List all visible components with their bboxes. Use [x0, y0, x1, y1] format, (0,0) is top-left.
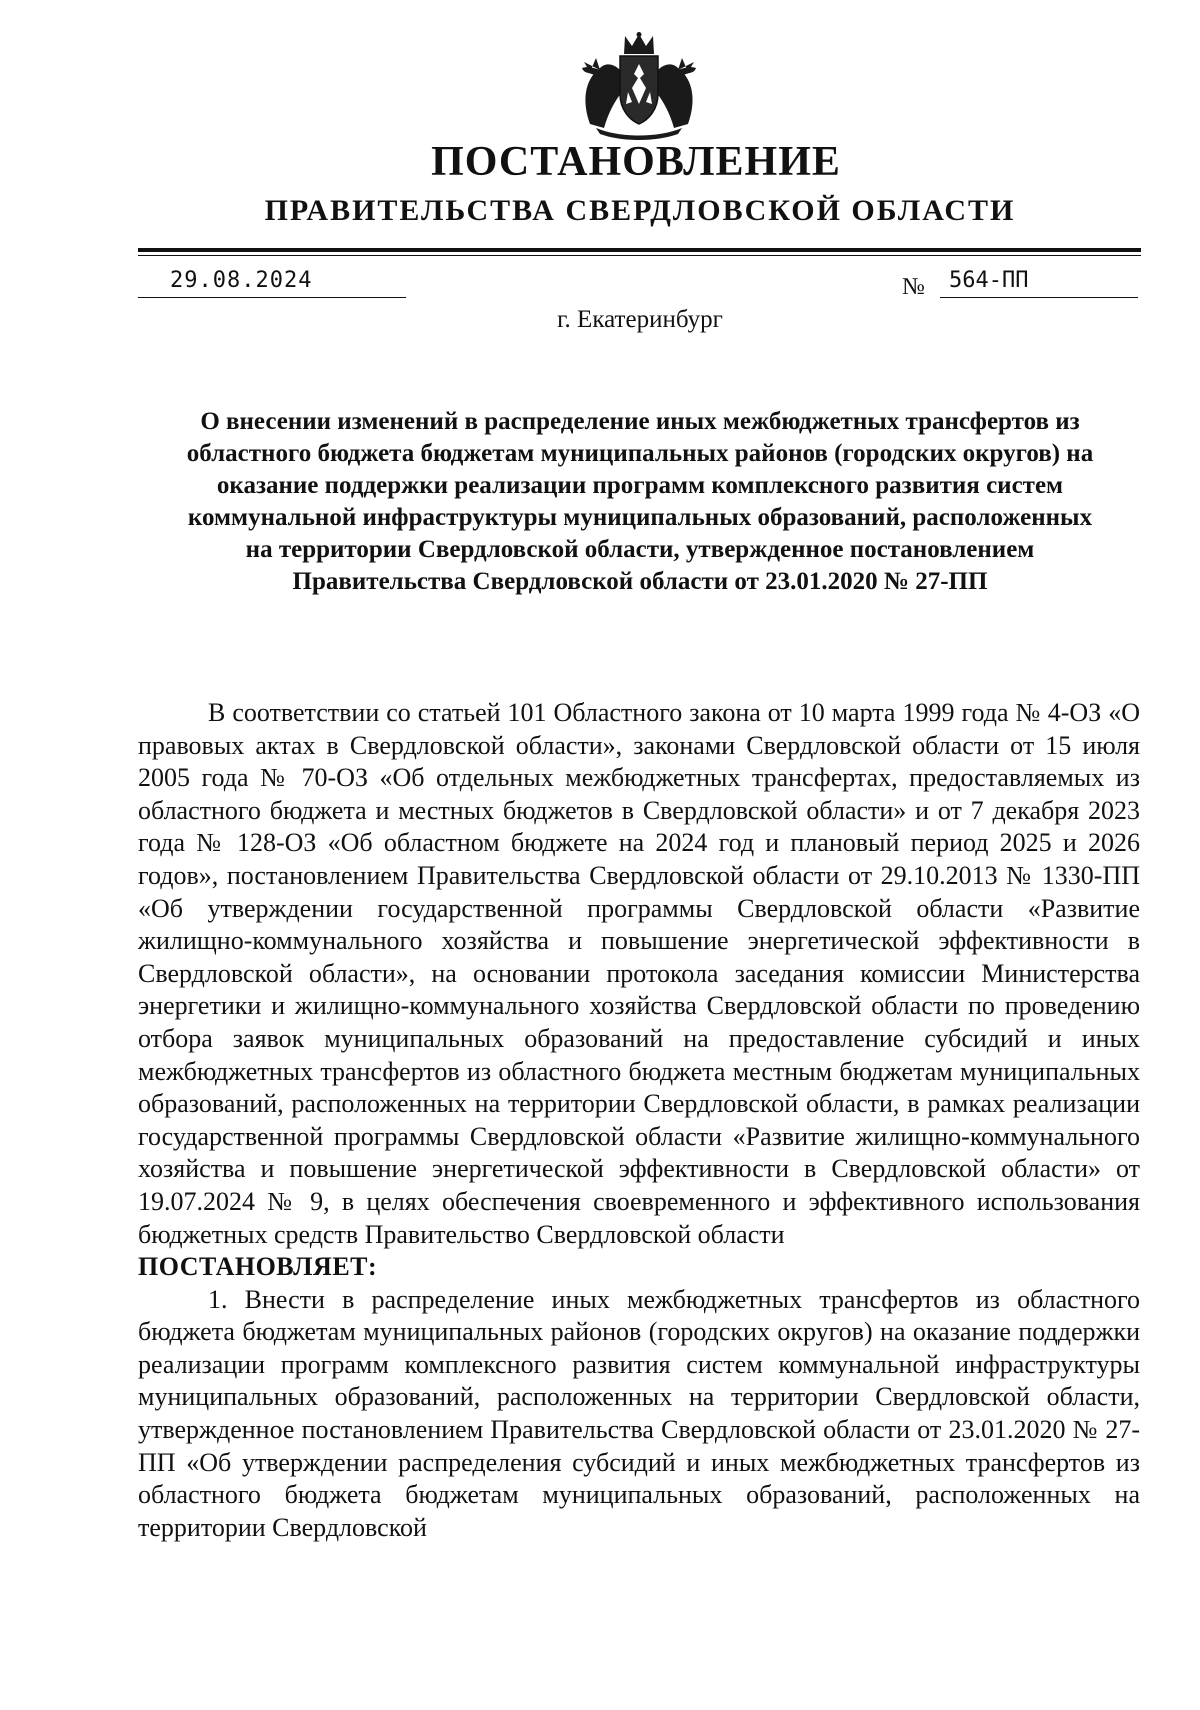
city: г. Екатеринбург	[557, 306, 723, 333]
document-date: 29.08.2024	[170, 268, 313, 293]
header-rule-thin	[138, 255, 1141, 256]
document-body	[138, 697, 1140, 1544]
number-sign: №	[902, 274, 925, 300]
item-1-paragraph: 1. Внести в распределение иных межбюджетных трансфертов из областного бюджета бюджетам муниципальных районов (городских округов) на оказание поддержки реализации программ комплексного развития систем коммунальной инфраструктуры муниципальных образований, расположенных на территории Свердловской области, утвержденное постановлением Правительства Свердловской области от 23.01.2020 № 27-ПП «Об утверждении распределения субсидий и иных межбюджетных трансфертов из областного бюджета бюджетам муниципальных образований, расположенных на территории Свердловской	[138, 1284, 1140, 1542]
document-number: 564-ПП	[949, 268, 1029, 293]
date-underline	[138, 297, 406, 298]
number-underline	[940, 297, 1138, 298]
preamble-paragraph: В соответствии со статьей 101 Областного закона от 10 марта 1999 года № 4-ОЗ «О правовых актах в Свердловской области», законами Свердловской области от 15 июля 2005 года № 70-ОЗ «Об отдельных межбюджетных трансфертах, предоставляемых из областного бюджета и местных бюджетов в Свердловской области» и от 7 декабря 2023 года № 128-ОЗ «Об областном бюджете на 2024 год и плановый период 2025 и 2026 годов», постановлением Правительства Свердловской области от 29.10.2013 № 1330-ПП «Об утверждении государственной программы Свердловской области «Развитие жилищно-коммунального хозяйства и повышение энергетической эффективности в Свердловской области», на основании протокола заседания комиссии Министерства энергетики и жилищно-коммунального хозяйства Свердловской области по проведению отбора заявок муниципальных образований на предоставление субсидий и иных межбюджетных трансфертов из областного бюджета местным бюджетам муниципальных образований, расположенных на территории Свердловской области, в рамках реализации государственной программы Свердловской области «Развитие жилищно-коммунального хозяйства и повышение энергетической эффективности в Свердловской области» от 19.07.2024 № 9, в целях обеспечения своевременного и эффективного использования бюджетных средств Правительство Свердловской области	[138, 698, 1140, 1249]
coat-of-arms-icon	[570, 32, 708, 140]
document-title: О внесении изменений в распределение иных межбюджетных трансфертов из областного бюджета бюджетам муниципальных районов (городских округов) на оказание поддержки реализации программ комплексного развития систем коммунальной инфраструктуры муниципальных образований, расположенных на территории Свердловской области, утвержденное постановлением Правительства Свердловской области от 23.01.2020 № 27-ПП	[186, 408, 1094, 595]
document-type: ПОСТАНОВЛЕНИЕ	[431, 139, 841, 185]
header-rule-thick	[138, 248, 1141, 252]
resolves-heading: ПОСТАНОВЛЯЕТ:	[138, 1252, 378, 1282]
issuer-name: ПРАВИТЕЛЬСТВА СВЕРДЛОВСКОЙ ОБЛАСТИ	[264, 194, 1016, 227]
